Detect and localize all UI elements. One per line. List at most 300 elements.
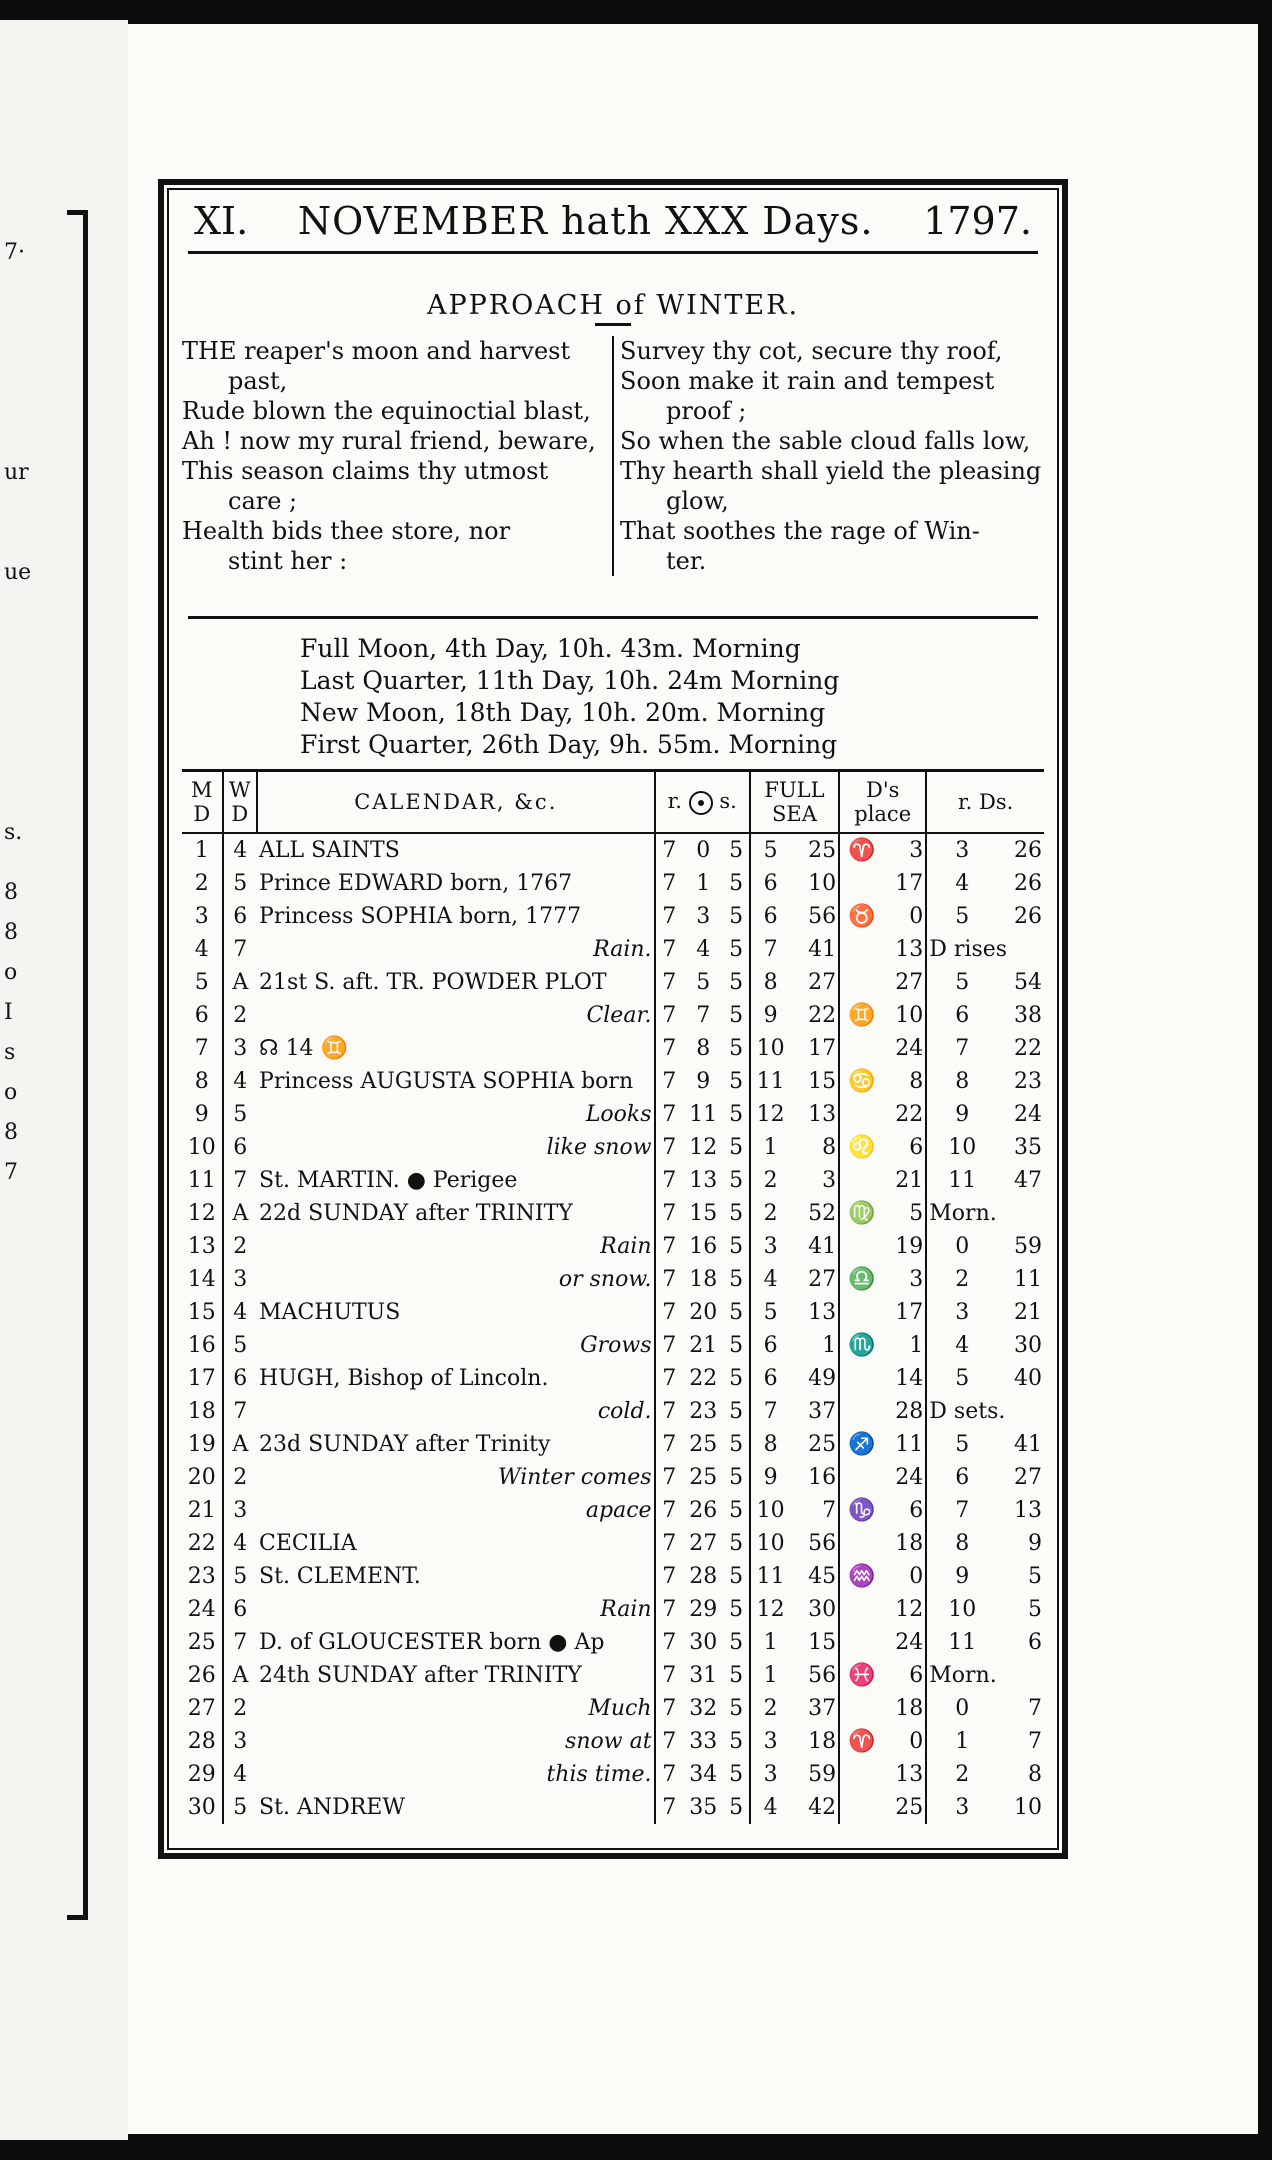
cell-sea-hour: 6 — [750, 1362, 791, 1395]
cell-week-day: 5 — [223, 1791, 257, 1824]
cell-moon-rs-hour: 11 — [926, 1626, 997, 1659]
calendar-row — [182, 1065, 1044, 1098]
poem-line: Health bids thee store, nor — [182, 517, 511, 545]
cell-weather: like snow — [546, 1135, 652, 1160]
cell-moon-rs-hour: D sets. — [926, 1395, 997, 1428]
cell-sea-min: 16 — [808, 1465, 837, 1490]
calendar-row — [182, 966, 1044, 999]
cell-sun-rise-hour: 7 — [655, 1659, 683, 1692]
cell-moon-degree: 17 — [895, 871, 924, 896]
moon-phase-line: First Quarter, 26th Day, 9h. 55m. Morning — [300, 730, 838, 759]
calendar-row — [182, 1725, 1044, 1758]
cell-moon-degree: 11 — [895, 1432, 924, 1457]
header-week-day: W D — [223, 771, 257, 834]
cell-month-day: 21 — [187, 1498, 216, 1523]
calendar-row — [182, 1626, 1044, 1659]
cell-sun-rise-min: 15 — [689, 1201, 718, 1226]
moon-phase-line: Full Moon, 4th Day, 10h. 43m. Morning — [300, 634, 801, 663]
cell-moon-sign — [839, 1791, 884, 1824]
cell-sun-rise-min: 11 — [689, 1102, 718, 1127]
cell-sun-rise-min: 20 — [689, 1300, 718, 1325]
cell-moon-rs-min: 5 — [1028, 1564, 1042, 1589]
cell-sun-rise-min: 23 — [689, 1399, 718, 1424]
left-page-fragment: 8 — [4, 880, 18, 905]
cell-moon-rs-hour: 4 — [926, 1329, 997, 1362]
cell-moon-rs-min: 8 — [1028, 1762, 1042, 1787]
cell-moon-sign: ♎ — [839, 1263, 884, 1296]
cell-sea-min: 3 — [822, 1168, 837, 1193]
year: 1797. — [923, 199, 1032, 243]
calendar-row — [182, 1164, 1044, 1197]
cell-sun-set-hour: 5 — [729, 1663, 744, 1688]
cell-sea-hour: 12 — [750, 1098, 791, 1131]
cell-moon-degree: 24 — [895, 1630, 924, 1655]
cell-moon-rs-min: 35 — [1014, 1135, 1042, 1160]
cell-event: St. CLEMENT. — [259, 1564, 421, 1589]
cell-sea-min: 25 — [808, 838, 837, 863]
cell-moon-degree: 27 — [895, 970, 924, 995]
left-page-fragment: 7 — [4, 1160, 18, 1185]
cell-moon-rs-min: 5 — [1028, 1597, 1042, 1622]
cell-month-day: 27 — [187, 1696, 216, 1721]
cell-event: Princess SOPHIA born, 1777 — [259, 904, 582, 929]
cell-month-day: 8 — [194, 1069, 209, 1094]
cell-weather — [490, 833, 654, 867]
cell-sea-min: 25 — [808, 1432, 837, 1457]
cell-moon-rs-min: 11 — [1014, 1267, 1042, 1292]
calendar-row — [182, 1230, 1044, 1263]
calendar-row — [182, 900, 1044, 933]
cell-sea-hour: 1 — [750, 1659, 791, 1692]
cell-month-day: 22 — [187, 1531, 216, 1556]
cell-sun-rise-min: 3 — [696, 904, 711, 929]
cell-sun-rise-min: 18 — [689, 1267, 718, 1292]
cell-event: MACHUTUS — [259, 1300, 401, 1325]
cell-weather: cold. — [597, 1399, 652, 1424]
cell-moon-rs-min: 6 — [1028, 1630, 1042, 1655]
cell-sea-min: 30 — [808, 1597, 837, 1622]
cell-weather: Rain. — [593, 937, 652, 962]
cell-moon-rs-hour: 2 — [926, 1758, 997, 1791]
cell-week-day: 2 — [223, 1461, 257, 1494]
cell-week-day: 3 — [223, 1725, 257, 1758]
cell-sun-rise-min: 27 — [689, 1531, 718, 1556]
cell-sun-rise-min: 22 — [689, 1366, 718, 1391]
cell-sun-rise-min: 9 — [696, 1069, 711, 1094]
cell-sun-rise-min: 4 — [696, 937, 711, 962]
cell-moon-rs-min: 54 — [1014, 970, 1042, 995]
cell-sun-rise-hour: 7 — [655, 1098, 683, 1131]
calendar-row — [182, 867, 1044, 900]
cell-week-day: 6 — [223, 1593, 257, 1626]
cell-sun-rise-hour: 7 — [655, 1593, 683, 1626]
cell-moon-degree: 1 — [909, 1333, 924, 1358]
cell-moon-degree: 0 — [909, 1564, 924, 1589]
cell-weather — [490, 1791, 654, 1824]
cell-month-day: 23 — [187, 1564, 216, 1589]
cell-month-day: 16 — [187, 1333, 216, 1358]
calendar-row — [182, 1494, 1044, 1527]
cell-month-day: 11 — [187, 1168, 216, 1193]
cell-sun-set-hour: 5 — [729, 1267, 744, 1292]
cell-event — [257, 1692, 490, 1725]
calendar-header-row — [182, 771, 1044, 834]
poem-line: Soon make it rain and tempest — [620, 367, 995, 395]
cell-sun-rise-hour: 7 — [655, 1626, 683, 1659]
cell-weather — [490, 1527, 654, 1560]
sun-icon — [689, 791, 713, 815]
cell-moon-rs-min: 41 — [1014, 1432, 1042, 1457]
cell-week-day: 4 — [223, 833, 257, 867]
cell-month-day: 24 — [187, 1597, 216, 1622]
cell-sun-rise-hour: 7 — [655, 1362, 683, 1395]
cell-sun-set-hour: 5 — [729, 1003, 744, 1028]
cell-week-day: 4 — [223, 1527, 257, 1560]
cell-moon-rs-hour: 0 — [926, 1692, 997, 1725]
cell-moon-degree: 0 — [909, 904, 924, 929]
header-sun-rise: r. — [667, 789, 682, 814]
cell-month-day: 7 — [194, 1036, 209, 1061]
cell-moon-degree: 18 — [895, 1696, 924, 1721]
cell-sun-set-hour: 5 — [729, 1399, 744, 1424]
cell-weather: Looks — [585, 1102, 652, 1127]
cell-event: 21st S. aft. TR. POWDER PLOT — [259, 970, 607, 995]
cell-sun-rise-hour: 7 — [655, 1296, 683, 1329]
calendar-row — [182, 999, 1044, 1032]
cell-sun-rise-hour: 7 — [655, 1725, 683, 1758]
cell-moon-degree: 10 — [895, 1003, 924, 1028]
cell-sun-set-hour: 5 — [729, 871, 744, 896]
left-page-fragment: 8 — [4, 920, 18, 945]
cell-moon-rs-hour: 8 — [926, 1527, 997, 1560]
cell-moon-rs-hour: 6 — [926, 999, 997, 1032]
cell-weather: Grows — [580, 1333, 652, 1358]
cell-month-day: 19 — [187, 1432, 216, 1457]
cell-sun-rise-hour: 7 — [655, 1692, 683, 1725]
cell-sun-rise-min: 7 — [696, 1003, 711, 1028]
cell-moon-degree: 0 — [909, 1729, 924, 1754]
cell-moon-rs-hour: 5 — [926, 1362, 997, 1395]
cell-sea-min: 41 — [808, 1234, 837, 1259]
cell-moon-sign — [839, 1461, 884, 1494]
calendar-row — [182, 1098, 1044, 1131]
cell-event: Prince EDWARD born, 1767 — [259, 871, 573, 896]
cell-moon-rs-min: 38 — [1014, 1003, 1042, 1028]
cell-moon-degree: 24 — [895, 1036, 924, 1061]
cell-sun-set-hour: 5 — [729, 1465, 744, 1490]
cell-sun-set-hour: 5 — [729, 1366, 744, 1391]
cell-moon-degree: 25 — [895, 1795, 924, 1820]
cell-moon-sign — [839, 1164, 884, 1197]
cell-sea-hour: 9 — [750, 1461, 791, 1494]
cell-month-day: 10 — [187, 1135, 216, 1160]
cell-sun-set-hour: 5 — [729, 1069, 744, 1094]
cell-event: HUGH, Bishop of Lincoln. — [259, 1366, 549, 1391]
cell-moon-sign — [839, 1098, 884, 1131]
cell-moon-rs-hour: 5 — [926, 900, 997, 933]
cell-sea-hour: 2 — [750, 1197, 791, 1230]
poem-title: APPROACH of WINTER. — [426, 290, 800, 321]
header-full-sea: FULL SEA — [750, 771, 839, 834]
month-numeral: XI. — [194, 199, 249, 243]
cell-sun-rise-hour: 7 — [655, 1791, 683, 1824]
cell-moon-rs-hour: 5 — [926, 966, 997, 999]
left-page-fragment: 8 — [4, 1120, 18, 1145]
left-page-edge — [0, 20, 128, 2140]
cell-weather: Clear. — [586, 1003, 652, 1028]
calendar-row — [182, 1527, 1044, 1560]
cell-moon-degree: 3 — [909, 1267, 924, 1292]
cell-moon-rs-hour: 10 — [926, 1131, 997, 1164]
cell-month-day: 13 — [187, 1234, 216, 1259]
cell-sun-rise-min: 35 — [689, 1795, 718, 1820]
cell-sea-min: 7 — [822, 1498, 837, 1523]
cell-moon-sign: ♓ — [839, 1659, 884, 1692]
cell-week-day: 5 — [223, 1098, 257, 1131]
cell-moon-sign: ♋ — [839, 1065, 884, 1098]
poem — [182, 336, 1044, 576]
cell-moon-sign — [839, 867, 884, 900]
cell-sun-rise-min: 25 — [689, 1432, 718, 1457]
cell-week-day: 7 — [223, 1164, 257, 1197]
cell-week-day: 5 — [223, 1560, 257, 1593]
cell-sun-set-hour: 5 — [729, 937, 744, 962]
calendar-row — [182, 1362, 1044, 1395]
almanac-page — [128, 24, 1258, 2134]
cell-moon-degree: 13 — [895, 1762, 924, 1787]
cell-sea-hour: 6 — [750, 1329, 791, 1362]
header-calendar: CALENDAR, &c. — [257, 771, 655, 834]
cell-week-day: 4 — [223, 1758, 257, 1791]
poem-line: Thy hearth shall yield the pleasing — [620, 457, 1042, 485]
cell-moon-degree: 3 — [909, 838, 924, 863]
cell-event: 22d SUNDAY after TRINITY — [259, 1201, 573, 1226]
cell-week-day: 6 — [223, 1131, 257, 1164]
cell-sea-min: 52 — [808, 1201, 837, 1226]
left-page-fragment: 7· — [4, 240, 25, 265]
cell-moon-rs-min: 7 — [1028, 1729, 1042, 1754]
cell-sea-hour: 10 — [750, 1032, 791, 1065]
cell-sun-set-hour: 5 — [729, 1135, 744, 1160]
cell-moon-rs-min: 26 — [1014, 838, 1042, 863]
cell-sea-min: 27 — [808, 1267, 837, 1292]
almanac-frame — [158, 179, 1068, 1859]
cell-event — [257, 1098, 490, 1131]
cell-month-day: 20 — [187, 1465, 216, 1490]
cell-sun-set-hour: 5 — [729, 1762, 744, 1787]
cell-moon-degree: 18 — [895, 1531, 924, 1556]
cell-event — [257, 1230, 490, 1263]
poem-left-column — [182, 336, 606, 576]
poem-line: past, — [228, 367, 288, 395]
cell-event — [257, 1593, 490, 1626]
header-moon-rise-set — [926, 771, 1044, 834]
cell-moon-sign: ♊ — [839, 999, 884, 1032]
cell-sea-hour: 1 — [750, 1131, 791, 1164]
left-page-border — [67, 210, 88, 1920]
cell-sun-set-hour: 5 — [729, 1201, 744, 1226]
cell-moon-sign — [839, 1362, 884, 1395]
cell-week-day: A — [223, 1428, 257, 1461]
cell-moon-degree: 17 — [895, 1300, 924, 1325]
cell-sun-rise-min: 31 — [689, 1663, 718, 1688]
cell-sun-rise-min: 13 — [689, 1168, 718, 1193]
cell-sea-hour: 11 — [750, 1560, 791, 1593]
cell-moon-rs-hour: 11 — [926, 1164, 997, 1197]
cell-sun-set-hour: 5 — [729, 1795, 744, 1820]
cell-week-day: A — [223, 966, 257, 999]
page-header — [182, 199, 1044, 243]
cell-week-day: A — [223, 1197, 257, 1230]
cell-moon-rs-hour: 4 — [926, 867, 997, 900]
cell-event: 23d SUNDAY after Trinity — [259, 1432, 551, 1457]
cell-sun-set-hour: 5 — [729, 1630, 744, 1655]
cell-event: ALL SAINTS — [259, 838, 400, 863]
poem-line: stint her : — [228, 547, 348, 575]
cell-weather: Rain — [600, 1234, 652, 1259]
cell-sea-min: 17 — [808, 1036, 837, 1061]
cell-moon-degree: 8 — [909, 1069, 924, 1094]
cell-sun-rise-hour: 7 — [655, 1395, 683, 1428]
cell-moon-rs-min: 22 — [1014, 1036, 1042, 1061]
cell-weather — [490, 1296, 654, 1329]
cell-month-day: 9 — [194, 1102, 209, 1127]
cell-sea-min: 15 — [808, 1630, 837, 1655]
cell-sun-rise-min: 33 — [689, 1729, 718, 1754]
cell-moon-sign — [839, 966, 884, 999]
cell-weather: Winter comes — [498, 1465, 652, 1490]
cell-moon-rs-min: 13 — [1014, 1498, 1042, 1523]
poem-line: proof ; — [666, 397, 747, 425]
poem-line: glow, — [666, 487, 729, 515]
cell-sun-set-hour: 5 — [729, 838, 744, 863]
cell-moon-sign: ♒ — [839, 1560, 884, 1593]
cell-sun-rise-min: 16 — [689, 1234, 718, 1259]
cell-moon-sign: ♍ — [839, 1197, 884, 1230]
poem-right-column — [620, 336, 1044, 576]
cell-moon-sign: ♈ — [839, 833, 884, 867]
cell-sea-min: 59 — [808, 1762, 837, 1787]
cell-sea-hour: 8 — [750, 966, 791, 999]
cell-moon-rs-min: 23 — [1014, 1069, 1042, 1094]
cell-month-day: 26 — [187, 1663, 216, 1688]
left-page-fragment: s. — [4, 820, 23, 845]
cell-event — [257, 1725, 490, 1758]
cell-week-day: 2 — [223, 1230, 257, 1263]
header-rule — [188, 251, 1038, 254]
cell-sun-set-hour: 5 — [729, 1432, 744, 1457]
cell-moon-rs-min: 7 — [1028, 1696, 1042, 1721]
cell-week-day: A — [223, 1659, 257, 1692]
cell-sea-min: 45 — [808, 1564, 837, 1589]
cell-week-day: 2 — [223, 1692, 257, 1725]
calendar-row — [182, 833, 1044, 867]
cell-event — [257, 1494, 490, 1527]
cell-moon-rs-hour: 5 — [926, 1428, 997, 1461]
cell-week-day: 6 — [223, 900, 257, 933]
cell-moon-degree: 14 — [895, 1366, 924, 1391]
cell-moon-degree: 24 — [895, 1465, 924, 1490]
calendar-row — [182, 1197, 1044, 1230]
calendar-row — [182, 1560, 1044, 1593]
cell-moon-degree: 22 — [895, 1102, 924, 1127]
cell-moon-rs-hour: 3 — [926, 1296, 997, 1329]
cell-moon-rs-min: 24 — [1014, 1102, 1042, 1127]
cell-sun-rise-min: 12 — [689, 1135, 718, 1160]
cell-sea-hour: 12 — [750, 1593, 791, 1626]
cell-month-day: 6 — [194, 1003, 209, 1028]
cell-moon-rs-min: 9 — [1028, 1531, 1042, 1556]
cell-moon-degree: 21 — [895, 1168, 924, 1193]
cell-sea-min: 1 — [822, 1333, 837, 1358]
cell-moon-sign — [839, 1593, 884, 1626]
cell-moon-degree: 5 — [909, 1201, 924, 1226]
left-page-fragment: s — [4, 1040, 16, 1065]
calendar-row — [182, 1131, 1044, 1164]
cell-weather: Rain — [600, 1597, 652, 1622]
cell-moon-sign: ♈ — [839, 1725, 884, 1758]
cell-sun-set-hour: 5 — [729, 1696, 744, 1721]
left-page-fragment: I — [4, 1000, 13, 1025]
cell-sun-set-hour: 5 — [729, 1564, 744, 1589]
left-page-fragment: o — [4, 1080, 18, 1105]
cell-moon-sign — [839, 1692, 884, 1725]
cell-event — [257, 1461, 490, 1494]
cell-sea-min: 56 — [808, 1663, 837, 1688]
cell-moon-rs-min: 26 — [1014, 904, 1042, 929]
cell-sun-set-hour: 5 — [729, 1036, 744, 1061]
cell-sun-set-hour: 5 — [729, 1300, 744, 1325]
cell-month-day: 15 — [187, 1300, 216, 1325]
cell-sea-hour: 8 — [750, 1428, 791, 1461]
cell-moon-rs-hour: 9 — [926, 1098, 997, 1131]
cell-moon-rs-hour: 7 — [926, 1032, 997, 1065]
cell-sea-min: 37 — [808, 1399, 837, 1424]
cell-sea-hour: 10 — [750, 1527, 791, 1560]
cell-sun-set-hour: 5 — [729, 904, 744, 929]
cell-weather: Much — [588, 1696, 652, 1721]
cell-sun-rise-hour: 7 — [655, 1263, 683, 1296]
cell-month-day: 4 — [194, 937, 209, 962]
cell-sea-hour: 4 — [750, 1791, 791, 1824]
cell-moon-rs-hour: Morn. — [926, 1197, 997, 1230]
poem-line: ter. — [666, 547, 707, 575]
calendar-row — [182, 1593, 1044, 1626]
cell-sun-rise-min: 1 — [696, 871, 711, 896]
cell-week-day: 3 — [223, 1032, 257, 1065]
cell-month-day: 5 — [194, 970, 209, 995]
cell-moon-sign: ♐ — [839, 1428, 884, 1461]
cell-sea-min: 13 — [808, 1102, 837, 1127]
cell-month-day: 28 — [187, 1729, 216, 1754]
cell-moon-rs-min: 21 — [1014, 1300, 1042, 1325]
cell-weather — [490, 1032, 654, 1065]
cell-moon-sign — [839, 1230, 884, 1263]
cell-sea-hour: 6 — [750, 900, 791, 933]
cell-moon-rs-hour: 7 — [926, 1494, 997, 1527]
cell-sun-rise-hour: 7 — [655, 900, 683, 933]
cell-event — [257, 999, 490, 1032]
cell-sea-hour: 3 — [750, 1725, 791, 1758]
cell-sun-set-hour: 5 — [729, 1102, 744, 1127]
cell-moon-sign — [839, 1527, 884, 1560]
cell-week-day: 5 — [223, 1329, 257, 1362]
cell-event: Princess AUGUSTA SOPHIA born — [259, 1069, 634, 1094]
left-page-fragment: o — [4, 960, 18, 985]
cell-sun-rise-hour: 7 — [655, 1758, 683, 1791]
cell-moon-rs-hour: 8 — [926, 1065, 997, 1098]
cell-sun-set-hour: 5 — [729, 1531, 744, 1556]
